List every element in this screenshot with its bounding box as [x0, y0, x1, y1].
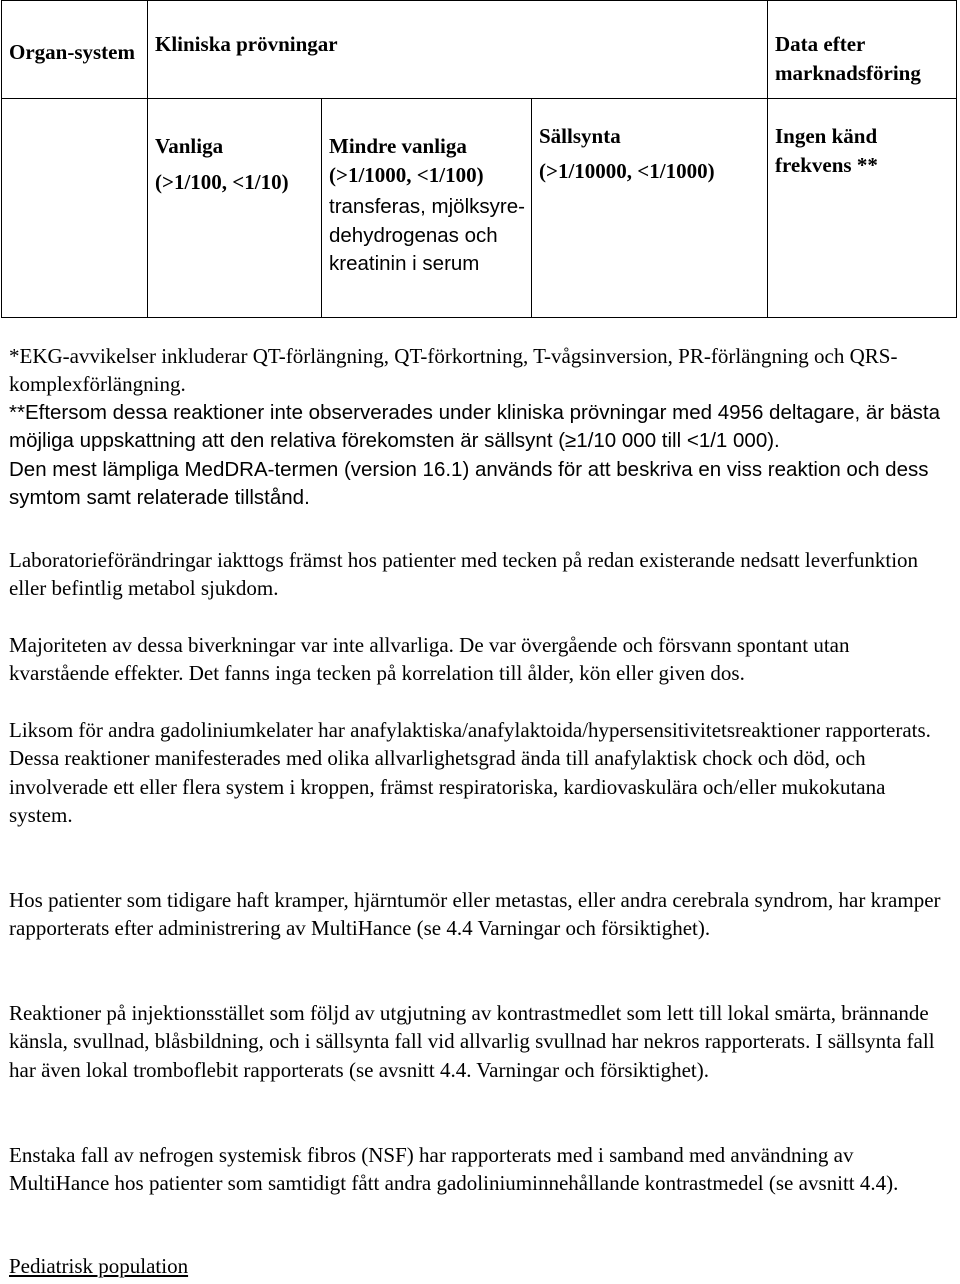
ecg-footnote: *EKG-avvikelser inkluderar QT-förlängning, QT-förkortning, T-vågsinversion, PR-förlängning och QRS-komplexförlängning.	[9, 344, 898, 397]
frequency-rare-cell	[532, 99, 768, 318]
adverse-reactions-table	[1, 0, 957, 318]
uncommon-reaction-text: transferas, mjölksyre-dehydrogenas och kreatinin i serum	[329, 195, 525, 275]
frequency-unknown-label: Ingen känd frekvens **	[775, 124, 878, 177]
paragraph-injection-site: Reaktioner på injektionsstället som följd av utgjutning av kontrastmedlet som lett till lokal smärta, brännande känsla, svullnad, blåsbildning, och i sällsynta fall vid allvarlig svullnad har nekros rapporterats. I sällsynta fall har även lokal tromboflebit rapporterats (se avsnitt 4.4. Varningar och försiktighet).	[9, 1001, 935, 1082]
frequency-common-cell	[148, 99, 322, 318]
clinical-trials-header: Kliniska prövningar	[148, 1, 768, 99]
frequency-unknown-cell	[768, 99, 957, 318]
pediatric-population-heading: Pediatrisk population	[9, 1254, 189, 1278]
frequency-uncommon-range: (>1/1000, <1/100)	[329, 162, 484, 187]
frequency-uncommon-label: Mindre vanliga	[329, 134, 467, 158]
paragraph-lab-changes: Laboratorieförändringar iakttogs främst hos patienter med tecken på redan existerande nedsatt leverfunktion eller befintlig metabol sjukdom.	[9, 548, 919, 601]
frequency-footnote: **Eftersom dessa reaktioner inte observerades under kliniska prövningar med 4956 deltagare, är bästa möjliga uppskattning att den relativa förekomsten är sällsynt (≥1/10 000 till <1/1 000).	[9, 400, 940, 453]
frequency-rare-label: Sällsynta	[539, 124, 621, 148]
paragraph-nsf: Enstaka fall av nefrogen systemisk fibros (NSF) har rapporterats med i samband med användning av MultiHance hos patienter som samtidigt fått andra gadoliniuminnehållande kontrastmedel (se avsnitt 4.4).	[9, 1143, 899, 1196]
organ-system-header: Organ-system	[2, 1, 148, 99]
paragraph-severity: Majoriteten av dessa biverkningar var inte allvarliga. De var övergående och försvann spontant utan kvarstående effekter. Det fanns inga tecken på korrelation till ålder, kön eller given dos.	[9, 633, 850, 686]
paragraph-anaphylaxis: Liksom för andra gadoliniumkelater har anafylaktiska/anafylaktoida/hypersensitivitetsreaktioner rapporterats. Dessa reaktioner manifesterades med olika allvarlighetsgrad ända till anafylaktisk chock och död, och involverade ett eller flera system i kroppen, främst respiratoriska, kardiovaskulära och/eller mukokutana system.	[9, 718, 931, 828]
paragraph-seizures: Hos patienter som tidigare haft kramper, hjärntumör eller metastas, eller andra cerebrala syndrom, har kramper rapporterats efter administrering av MultiHance (se 4.4 Varningar och försiktighet).	[9, 888, 941, 941]
frequency-common-range: (>1/100, <1/10)	[155, 169, 289, 194]
frequency-common-label: Vanliga	[155, 134, 224, 158]
post-marketing-header: Data efter marknadsföring	[768, 1, 957, 99]
organ-system-cell	[2, 99, 148, 318]
frequency-uncommon-cell	[322, 99, 532, 318]
meddra-footnote: Den mest lämpliga MedDRA-termen (version 16.1) används för att beskriva en viss reaktion och dess symtom samt relaterade tillstånd.	[9, 457, 929, 510]
frequency-rare-range: (>1/10000, <1/1000)	[539, 158, 715, 183]
table-footnotes	[9, 342, 954, 513]
